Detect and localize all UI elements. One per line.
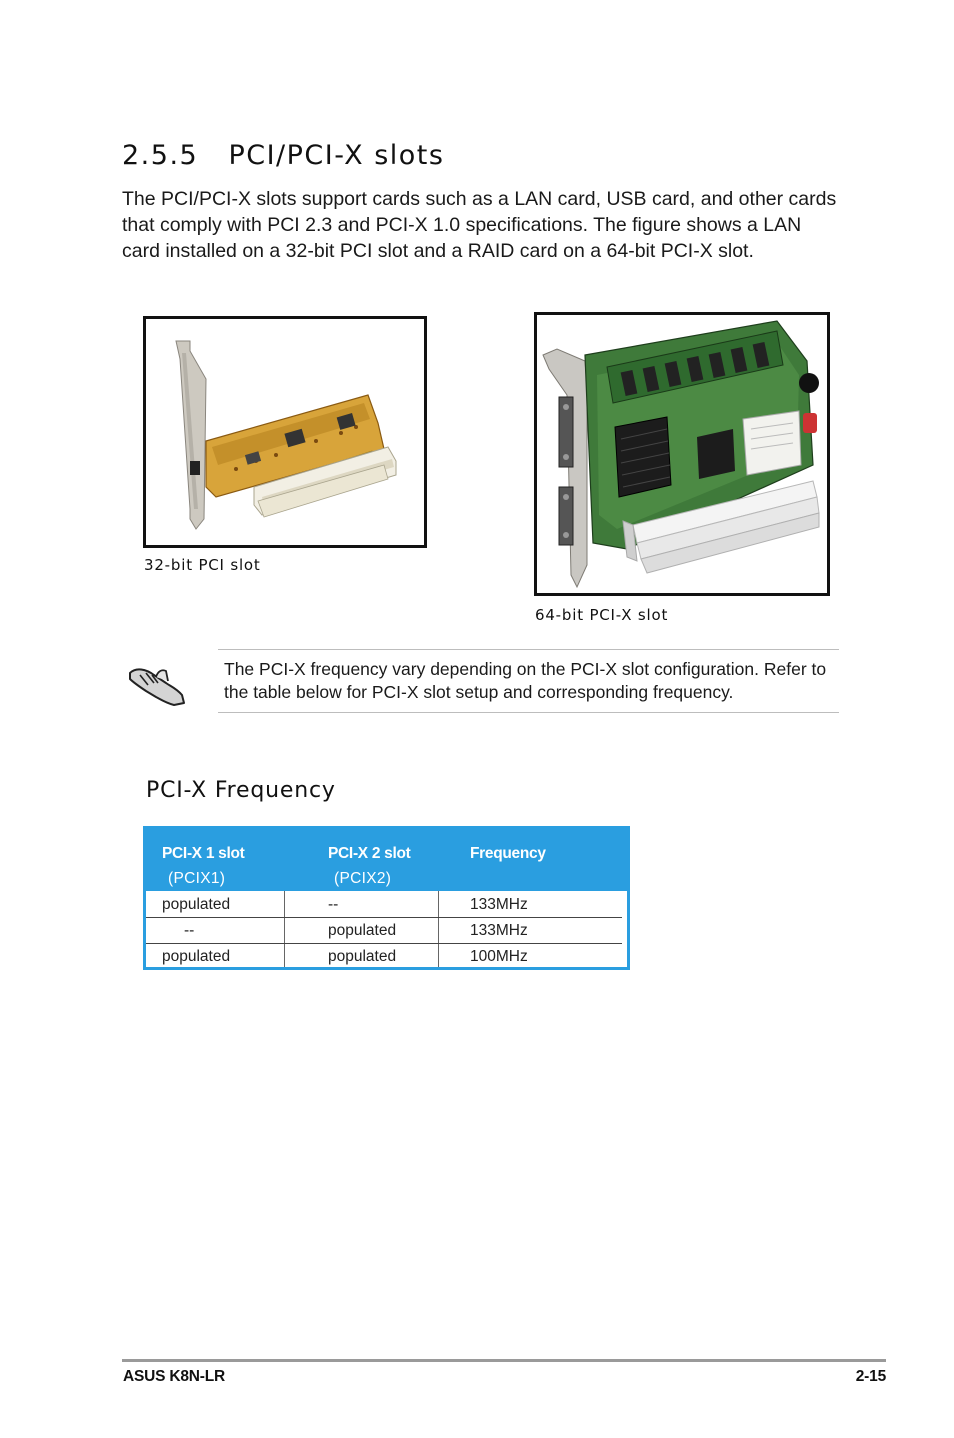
intro-paragraph: The PCI/PCI-X slots support cards such as a LAN card, USB card, and other cards that comply with PCI 2.3 and PCI-X 1.0 specifications. The figure shows a LAN card installed on a 32-bit PCI slot and a RAID card on a 64-bit PCI-X slot. [122, 188, 837, 262]
table-cell: populated [328, 922, 397, 939]
column-divider [438, 891, 439, 967]
header-pcix2-label: PCI-X 2 slot [328, 845, 411, 862]
table-cell: populated [162, 896, 231, 913]
header-pcix1-label: PCI-X 1 slot [162, 845, 245, 862]
table-cell: -- [184, 922, 195, 939]
table-cell: -- [328, 896, 339, 913]
frequency-title: PCI-X Frequency [146, 778, 336, 803]
section-title: PCI/PCI-X slots [228, 140, 445, 171]
footer-page-number: 2-15 [855, 1368, 886, 1385]
header-pcix1 [162, 841, 245, 891]
pci-caption: 32-bit PCI slot [144, 556, 261, 574]
header-pcix2 [328, 841, 411, 891]
table-header-row [146, 829, 627, 891]
footer-product: ASUS K8N-LR [123, 1368, 226, 1385]
table-cell: populated [328, 948, 397, 965]
header-pcix2-sub: (PCIX2) [334, 870, 392, 887]
row-divider [146, 917, 622, 918]
footer-rule [122, 1359, 886, 1362]
pcix-card-photo [534, 312, 830, 596]
section-heading [122, 140, 444, 171]
pci-card-photo [143, 316, 427, 548]
row-divider [146, 943, 622, 944]
table-cell: 133MHz [470, 896, 528, 913]
lan-card-illustration [146, 319, 424, 545]
note-text: The PCI-X frequency vary depending on the PCI-X slot configuration. Refer to the table below for PCI-X slot setup and corresponding frequency. [224, 659, 827, 702]
raid-card-illustration [537, 315, 827, 593]
header-frequency [470, 841, 546, 866]
header-pcix1-sub: (PCIX1) [168, 870, 226, 887]
section-number: 2.5.5 [122, 140, 199, 171]
hand-pointer-note-icon [126, 653, 188, 714]
column-divider [284, 891, 285, 967]
note-bottom-rule [218, 712, 839, 713]
header-frequency-label: Frequency [470, 845, 546, 862]
note-top-rule [218, 649, 839, 650]
pcix-caption: 64-bit PCI-X slot [535, 606, 669, 624]
frequency-table [143, 826, 630, 970]
table-cell: 100MHz [470, 948, 528, 965]
table-cell: populated [162, 948, 231, 965]
table-cell: 133MHz [470, 922, 528, 939]
